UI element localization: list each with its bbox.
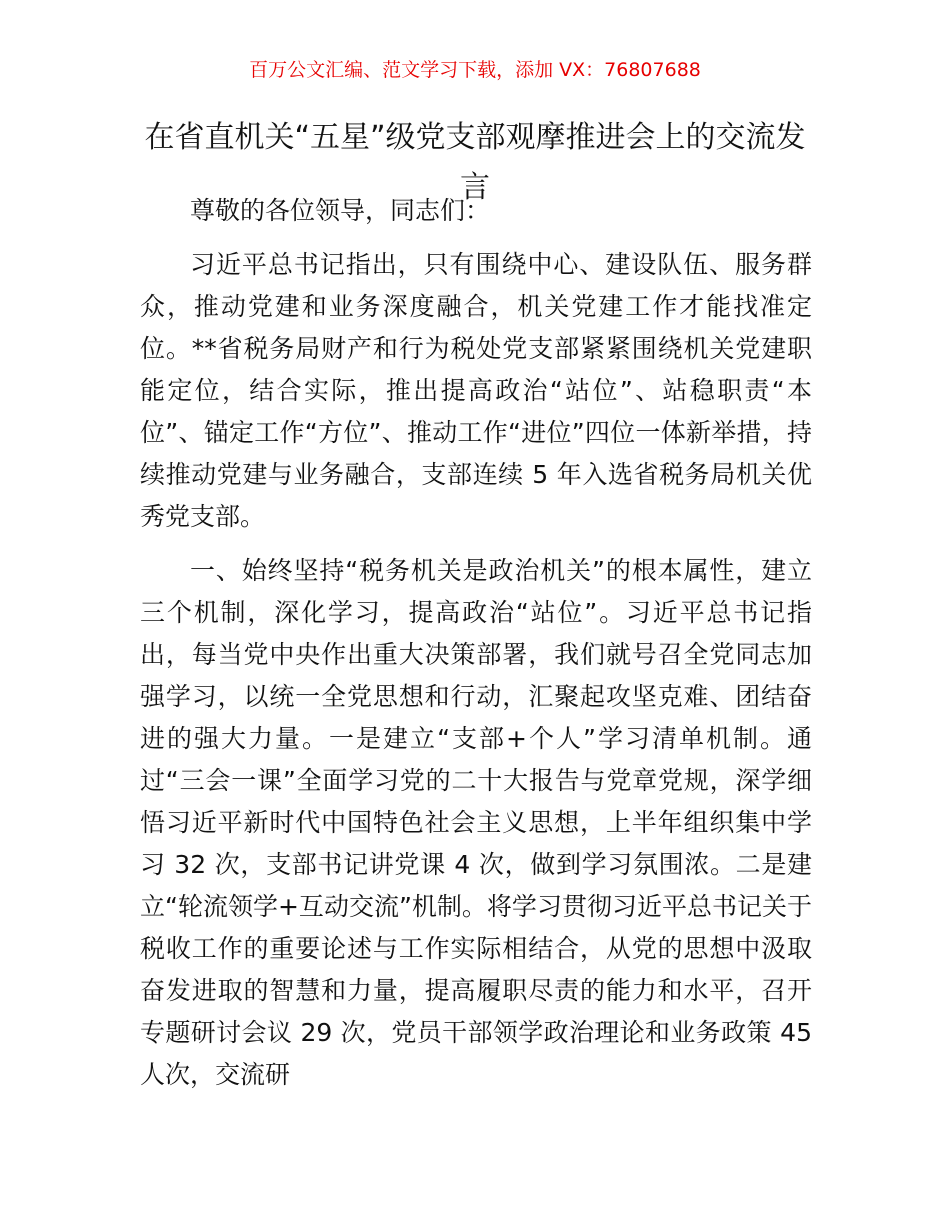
document-body: [140, 190, 812, 1108]
header-banner: 百万公文汇编、范文学习下载，添加 VX：76807688: [249, 59, 701, 81]
document-title: 在省直机关“五星”级党支部观摩推进会上的交流发言: [144, 120, 806, 205]
salutation: 尊敬的各位领导，同志们：: [190, 196, 491, 225]
paragraph-section-one: 一、始终坚持“税务机关是政治机关”的根本属性，建立三个机制，深化学习，提高政治“站位”。习近平总书记指出，每当党中央作出重大决策部署，我们就号召全党同志加强学习，以统一全党思想和行动，汇聚起攻坚克难、团结奋进的强大力量。一是建立“支部+个人”学习清单机制。通过“三会一课”全面学习党的二十大报告与党章党规，深学细悟习近平新时代中国特色社会主义思想，上半年组织集中学习 32 次，支部书记讲党课 4 次，做到学习氛围浓。二是建立“轮流领学+互动交流”机制。将学习贯彻习近平总书记关于税收工作的重要论述与工作实际相结合，从党的思想中汲取奋发进取的智慧和力量，提高履职尽责的能力和水平，召开专题研讨会议 29 次，党员干部领学政治理论和业务政策 45 人次，交流研: [140, 556, 812, 1089]
paragraph-intro: 习近平总书记指出，只有围绕中心、建设队伍、服务群众，推动党建和业务深度融合，机关党建工作才能找准定位。**省税务局财产和行为税处党支部紧紧围绕机关党建职能定位，结合实际，推出提高政治“站位”、站稳职责“本位”、锚定工作“方位”、推动工作“进位”四位一体新举措，持续推动党建与业务融合，支部连续 5 年入选省税务局机关优秀党支部。: [140, 250, 812, 531]
